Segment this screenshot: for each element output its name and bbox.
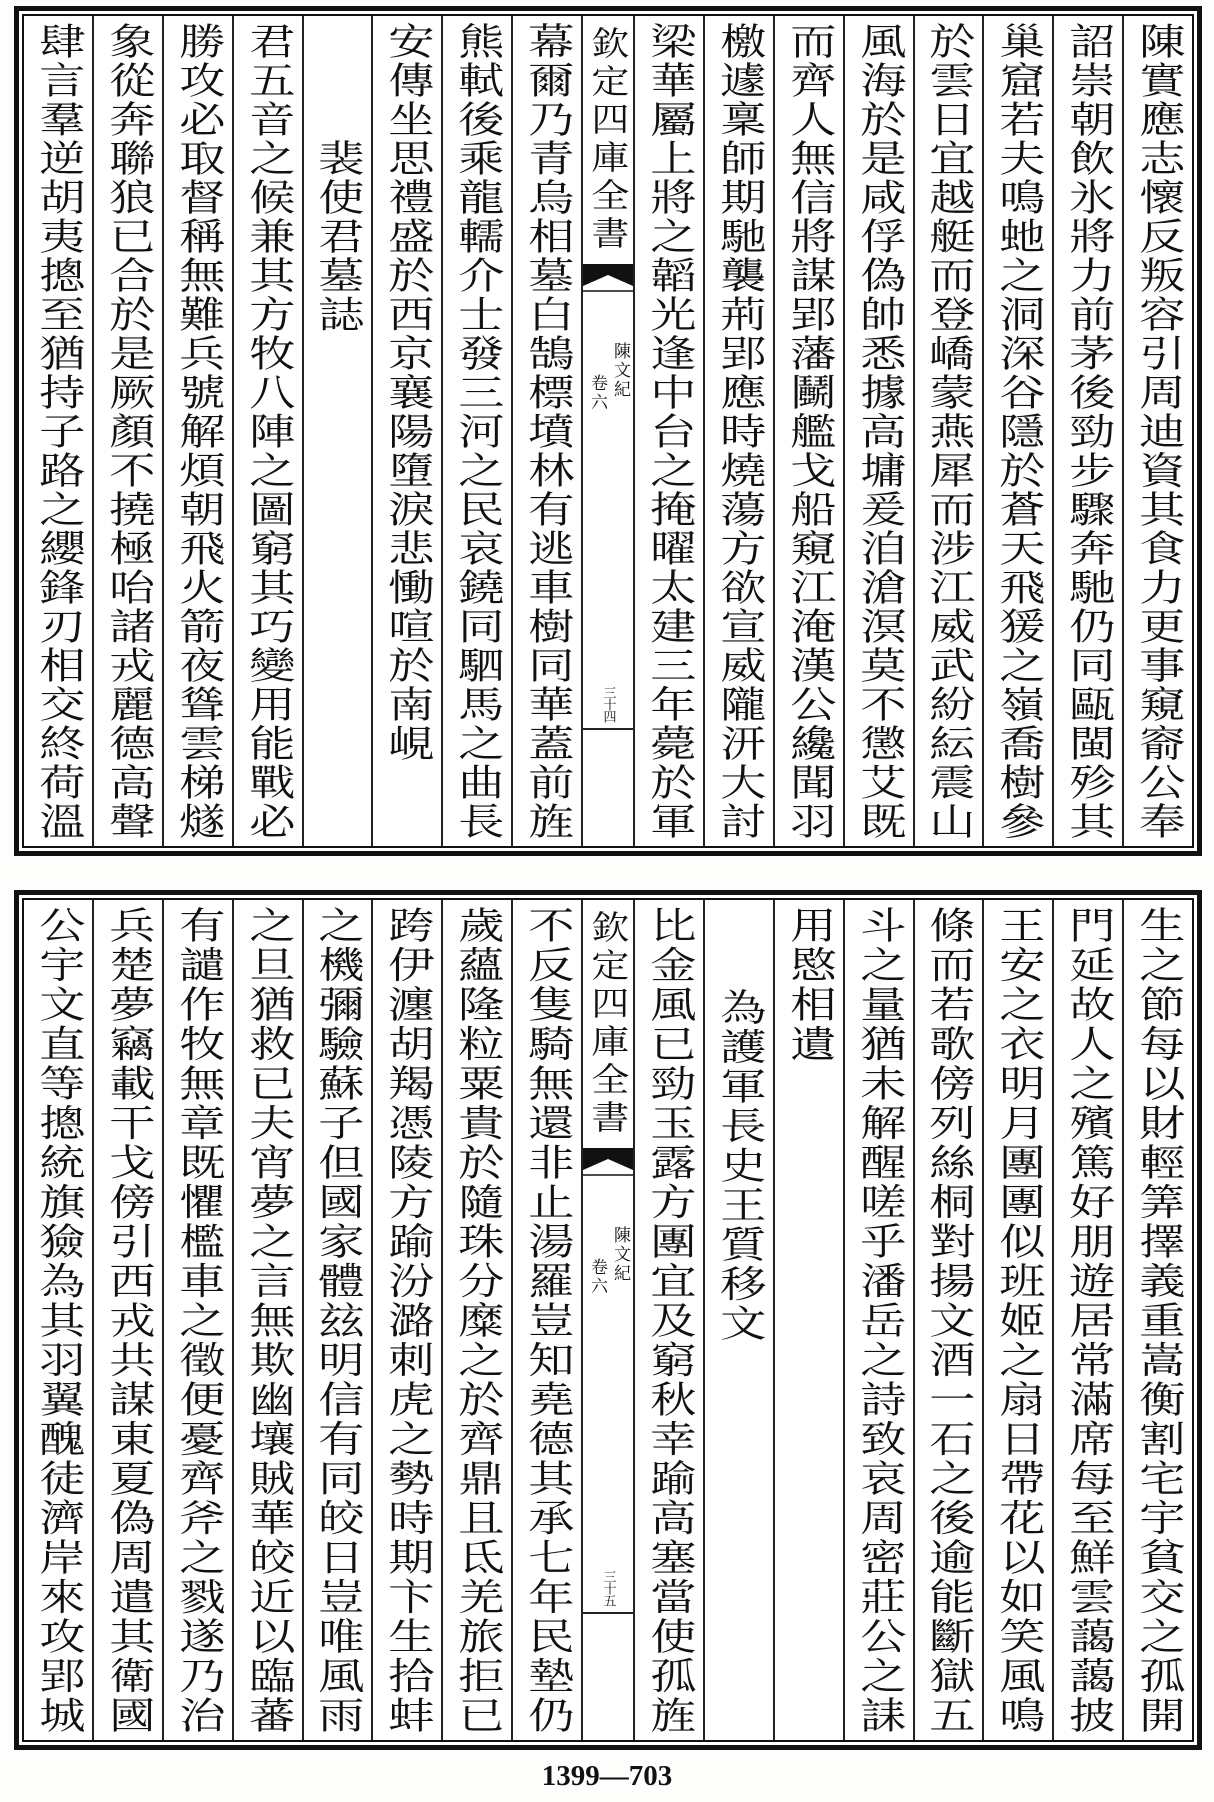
column-text: 條而若歌傍列絲桐對揚文酒一石之後逾能斷獄五: [921, 906, 976, 1736]
upper-leaf-frame: [22, 14, 1194, 848]
fold-section-title: 陳文紀: [610, 342, 630, 399]
text-column: [1124, 900, 1192, 1740]
column-text: 斗之量猶未解醒嗟乎潘岳之詩致哀周密莊公之誄: [851, 906, 906, 1736]
lower-leaf: [14, 890, 1202, 1750]
column-text: 巢窟若夫鳴虵之洞深谷隱於蒼天飛猨之嶺喬樹參: [991, 22, 1046, 841]
fold-volume: 卷六: [587, 374, 607, 412]
text-column: [94, 900, 164, 1740]
text-column: [443, 900, 513, 1740]
column-text: 比金風已勁玉露方團宜及窮秋幸踰高塞當使孤旌: [642, 906, 696, 1736]
text-column: [705, 16, 775, 846]
fold-volume: 卷六: [587, 1258, 607, 1296]
text-column: [304, 900, 374, 1740]
text-column: [164, 900, 234, 1740]
text-column: [1124, 16, 1192, 846]
fold-rule: [583, 1612, 633, 1614]
column-text: 風海於是咸俘偽帥悉據高墉爰洎滄溟莫不懲艾既: [851, 22, 906, 841]
text-column: [24, 900, 94, 1740]
text-column: [513, 900, 583, 1740]
fishtail-mark: [583, 264, 633, 292]
text-column: [775, 900, 845, 1740]
fold-book-title: 欽定四庫全書: [585, 910, 631, 1138]
fold-section-title: 陳文紀: [610, 1226, 630, 1283]
section-heading: 為護軍長史王質移文: [711, 988, 766, 1344]
column-text: 陳實應志懷反叛容引周迪資其食力更事窺窬公奉: [1131, 22, 1185, 841]
column-text: 之旦猶救已夫宵夢之言無欺幽壤賊華皎近以臨蕃: [240, 906, 295, 1736]
text-column: [373, 900, 443, 1740]
text-column: [513, 16, 583, 846]
column-text: 之機彌驗蘇子但國家體玆明信有同皎日豈唯風雨: [310, 906, 365, 1736]
page-reference: 1399—703: [541, 1760, 673, 1792]
column-text: 梁華屬上將之韜光逢中台之掩曜太建三年薨於軍: [642, 22, 696, 841]
column-text: 而齊人無信將謀郢藩鬭艦戈船窺江淹漢公纔聞羽: [781, 22, 836, 841]
column-text: 幕爾乃青烏相墓白鵠標墳林有逃車樹同華蓋前旌: [520, 22, 574, 841]
column-text: 兵楚夢竊載干戈傍引西戎共謀東夏偽周遣其衛國: [100, 906, 155, 1736]
text-column: [635, 900, 705, 1740]
text-column: [164, 16, 234, 846]
center-fold: [583, 900, 635, 1740]
column-text: 有譴作牧無章既懼檻車之徵便憂齊斧之戮遂乃治: [170, 906, 225, 1736]
text-column: [845, 16, 915, 846]
text-column: [915, 900, 985, 1740]
text-column: [24, 16, 94, 846]
text-column: [1054, 16, 1124, 846]
column-text: 公宇文直等摠統旗獫為其羽翼醜徒濟岸來攻郢城: [31, 906, 85, 1736]
column-text: 勝攻必取督稱無難兵號解煩朝飛火箭夜聳雲梯燧: [170, 22, 225, 841]
heading-column: [705, 900, 775, 1740]
column-text: 生之節每以財輕筭擇義重嵩衡割宅宇貧交之孤開: [1131, 906, 1185, 1736]
text-column: [775, 16, 845, 846]
fold-folio-number: 三十五: [600, 1570, 616, 1606]
text-column: [1054, 900, 1124, 1740]
column-text: 於雲日宜越艇而登嶠蒙燕犀而涉江威武紛紜震山: [921, 22, 976, 841]
text-column: [373, 16, 443, 846]
column-text: 肆言羣逆胡夷摠至猶持子路之纓鋒刃相交終荷溫: [31, 22, 85, 841]
column-text: 用愍相遺: [781, 906, 836, 1064]
section-heading: 裴使君墓誌: [310, 139, 365, 334]
text-column: [234, 900, 304, 1740]
fold-rule: [583, 728, 633, 730]
column-text: 王安之衣明月團團似班姬之扇日帶花以如笑風鳴: [991, 906, 1046, 1736]
column-text: 歲蘊隆粒粟貴於隨珠分糜之於齊鼎且氐羌旅拒已: [450, 906, 505, 1736]
fold-book-title: 欽定四庫全書: [585, 26, 631, 254]
column-text: 象從奔聯狼已合於是厥顏不撓極咍諸戎麗德高聲: [100, 22, 155, 841]
center-fold: [583, 16, 635, 846]
text-column: [845, 900, 915, 1740]
column-text: 安傳坐思禮盛於西京襄陽墮淚悲慟喧於南峴: [380, 22, 435, 763]
column-text: 詔崇朝飲氷將力前茅後勁步驟奔馳仍同甌閩殄其: [1061, 22, 1116, 841]
column-text: 門延故人之殯篤好朋遊居常滿席每至鮮雲藹藹披: [1061, 906, 1116, 1736]
text-column: [94, 16, 164, 846]
column-text: 不反隻騎無還非止湯羅豈知堯德其承七年民墊仍: [520, 906, 574, 1736]
text-column: [984, 16, 1054, 846]
column-text: 跨伊瀍胡羯憑陵方踰汾潞刺虎之勢時期卞生拾蚌: [380, 906, 435, 1736]
text-column: [635, 16, 705, 846]
heading-column: [304, 16, 374, 846]
column-text: 君五音之候兼其方牧八陣之圖窮其巧變用能戰必: [240, 22, 295, 841]
text-column: [234, 16, 304, 846]
column-text: 檄遽稟師期馳襲荊郢應時燒蕩方欲宣威隴汧大討: [711, 22, 766, 841]
lower-leaf-frame: [22, 898, 1194, 1742]
upper-leaf: [14, 6, 1202, 856]
text-column: [984, 900, 1054, 1740]
text-column: [915, 16, 985, 846]
column-text: 熊軾後乘龍轜介士發三河之民哀鐃同駟馬之曲長: [450, 22, 505, 841]
fishtail-mark: [583, 1148, 633, 1176]
text-column: [443, 16, 513, 846]
fold-folio-number: 三十四: [600, 686, 616, 722]
